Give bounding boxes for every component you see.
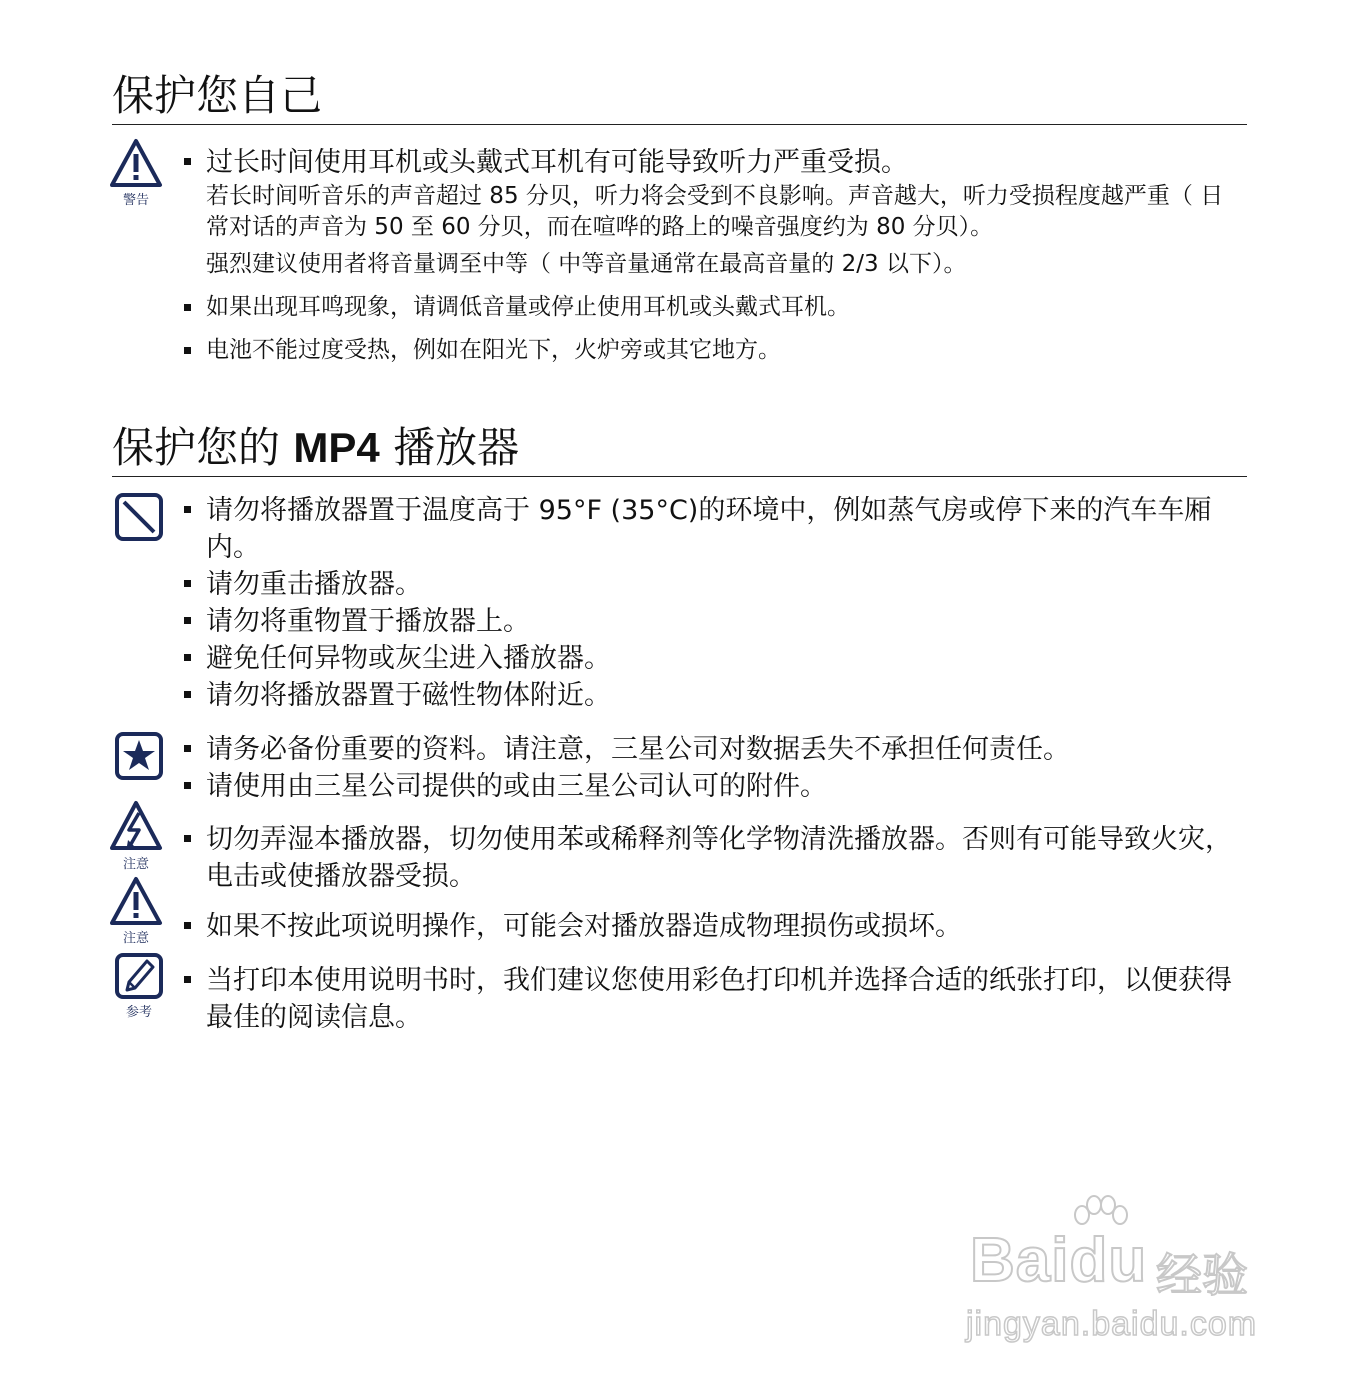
prohibit-icon-group [109, 492, 169, 546]
warning-triangle-icon [109, 138, 163, 188]
list-item [184, 144, 1244, 280]
important-items [184, 731, 1244, 805]
warning-icon-group [106, 138, 166, 209]
note-pencil-icon [114, 952, 164, 1000]
list-item: 如果出现耳鸣现象，请调低音量或停止使用耳机或头戴式耳机。 [184, 292, 1244, 323]
section-title-protect-yourself: 保护您自己 [112, 70, 1247, 125]
list-item: 切勿弄湿本播放器，切勿使用苯或稀释剂等化学物清洗播放器。否则有可能导致火灾，电击或使播放器受损。 [184, 821, 1244, 895]
list-item: 请勿将播放器置于温度高于 95°F (35°C)的环境中，例如蒸气房或停下来的汽车车厢内。 [184, 492, 1244, 566]
star-icon [114, 731, 164, 781]
watermark-suffix: 经验 [1156, 1248, 1248, 1302]
list-item: 请使用由三星公司提供的或由三星公司认可的附件。 [184, 768, 1244, 805]
caution-shock-icon-group [106, 800, 166, 873]
list-item: 请勿重击播放器。 [184, 566, 1244, 603]
list-item: 请勿将播放器置于磁性物体附近。 [184, 677, 1244, 714]
title-model: MP4 [293, 424, 380, 471]
item-heading: 过长时间使用耳机或头戴式耳机有可能导致听力严重受损。 [206, 147, 908, 178]
list-item: 如果不按此项说明操作，可能会对播放器造成物理损伤或损坏。 [184, 908, 1244, 945]
title-prefix: 保护您的 [112, 423, 294, 472]
item-paragraph: 若长时间听音乐的声音超过 85 分贝，听力将会受到不良影响。声音越大，听力受损程度越严重（ 日常对话的声音为 50 至 60 分贝，而在喧哗的路上的噪音强度约为 80 分贝）。 [206, 183, 1224, 240]
list-item: 请勿将重物置于播放器上。 [184, 603, 1244, 640]
caution-label: 注意 [122, 857, 149, 872]
caution-icon-group [106, 876, 166, 947]
warning-items [184, 144, 1244, 366]
title-suffix: 播放器 [379, 423, 520, 472]
important-icon-group [109, 731, 169, 785]
list-item: 请务必备份重要的资料。请注意，三星公司对数据丢失不承担任何责任。 [184, 731, 1244, 768]
item-paragraph: 强烈建议使用者将音量调至中等（ 中等音量通常在最高音量的 2/3 以下）。 [206, 251, 967, 277]
electric-shock-icon [109, 800, 163, 852]
warning-label: 警告 [122, 193, 149, 208]
caution-shock-items [184, 821, 1244, 895]
caution-label: 注意 [122, 931, 149, 946]
list-item: 电池不能过度受热，例如在阳光下，火炉旁或其它地方。 [184, 335, 1244, 366]
note-icon-group [109, 952, 169, 1021]
baidu-watermark [960, 1195, 1290, 1355]
caution-items [184, 908, 1244, 945]
note-items [184, 962, 1244, 1036]
watermark-url: jingyan.baidu.com [966, 1305, 1258, 1343]
list-item: 避免任何异物或灰尘进入播放器。 [184, 640, 1244, 677]
watermark-brand: Baidu [970, 1226, 1148, 1295]
prohibit-icon [114, 492, 164, 542]
list-item: 当打印本使用说明书时，我们建议您使用彩色打印机并选择合适的纸张打印，以便获得最佳的阅读信息。 [184, 962, 1244, 1036]
note-label: 参考 [125, 1005, 152, 1020]
caution-triangle-icon [109, 876, 163, 926]
section-title-protect-player [112, 422, 1247, 477]
prohibit-items [184, 492, 1244, 714]
